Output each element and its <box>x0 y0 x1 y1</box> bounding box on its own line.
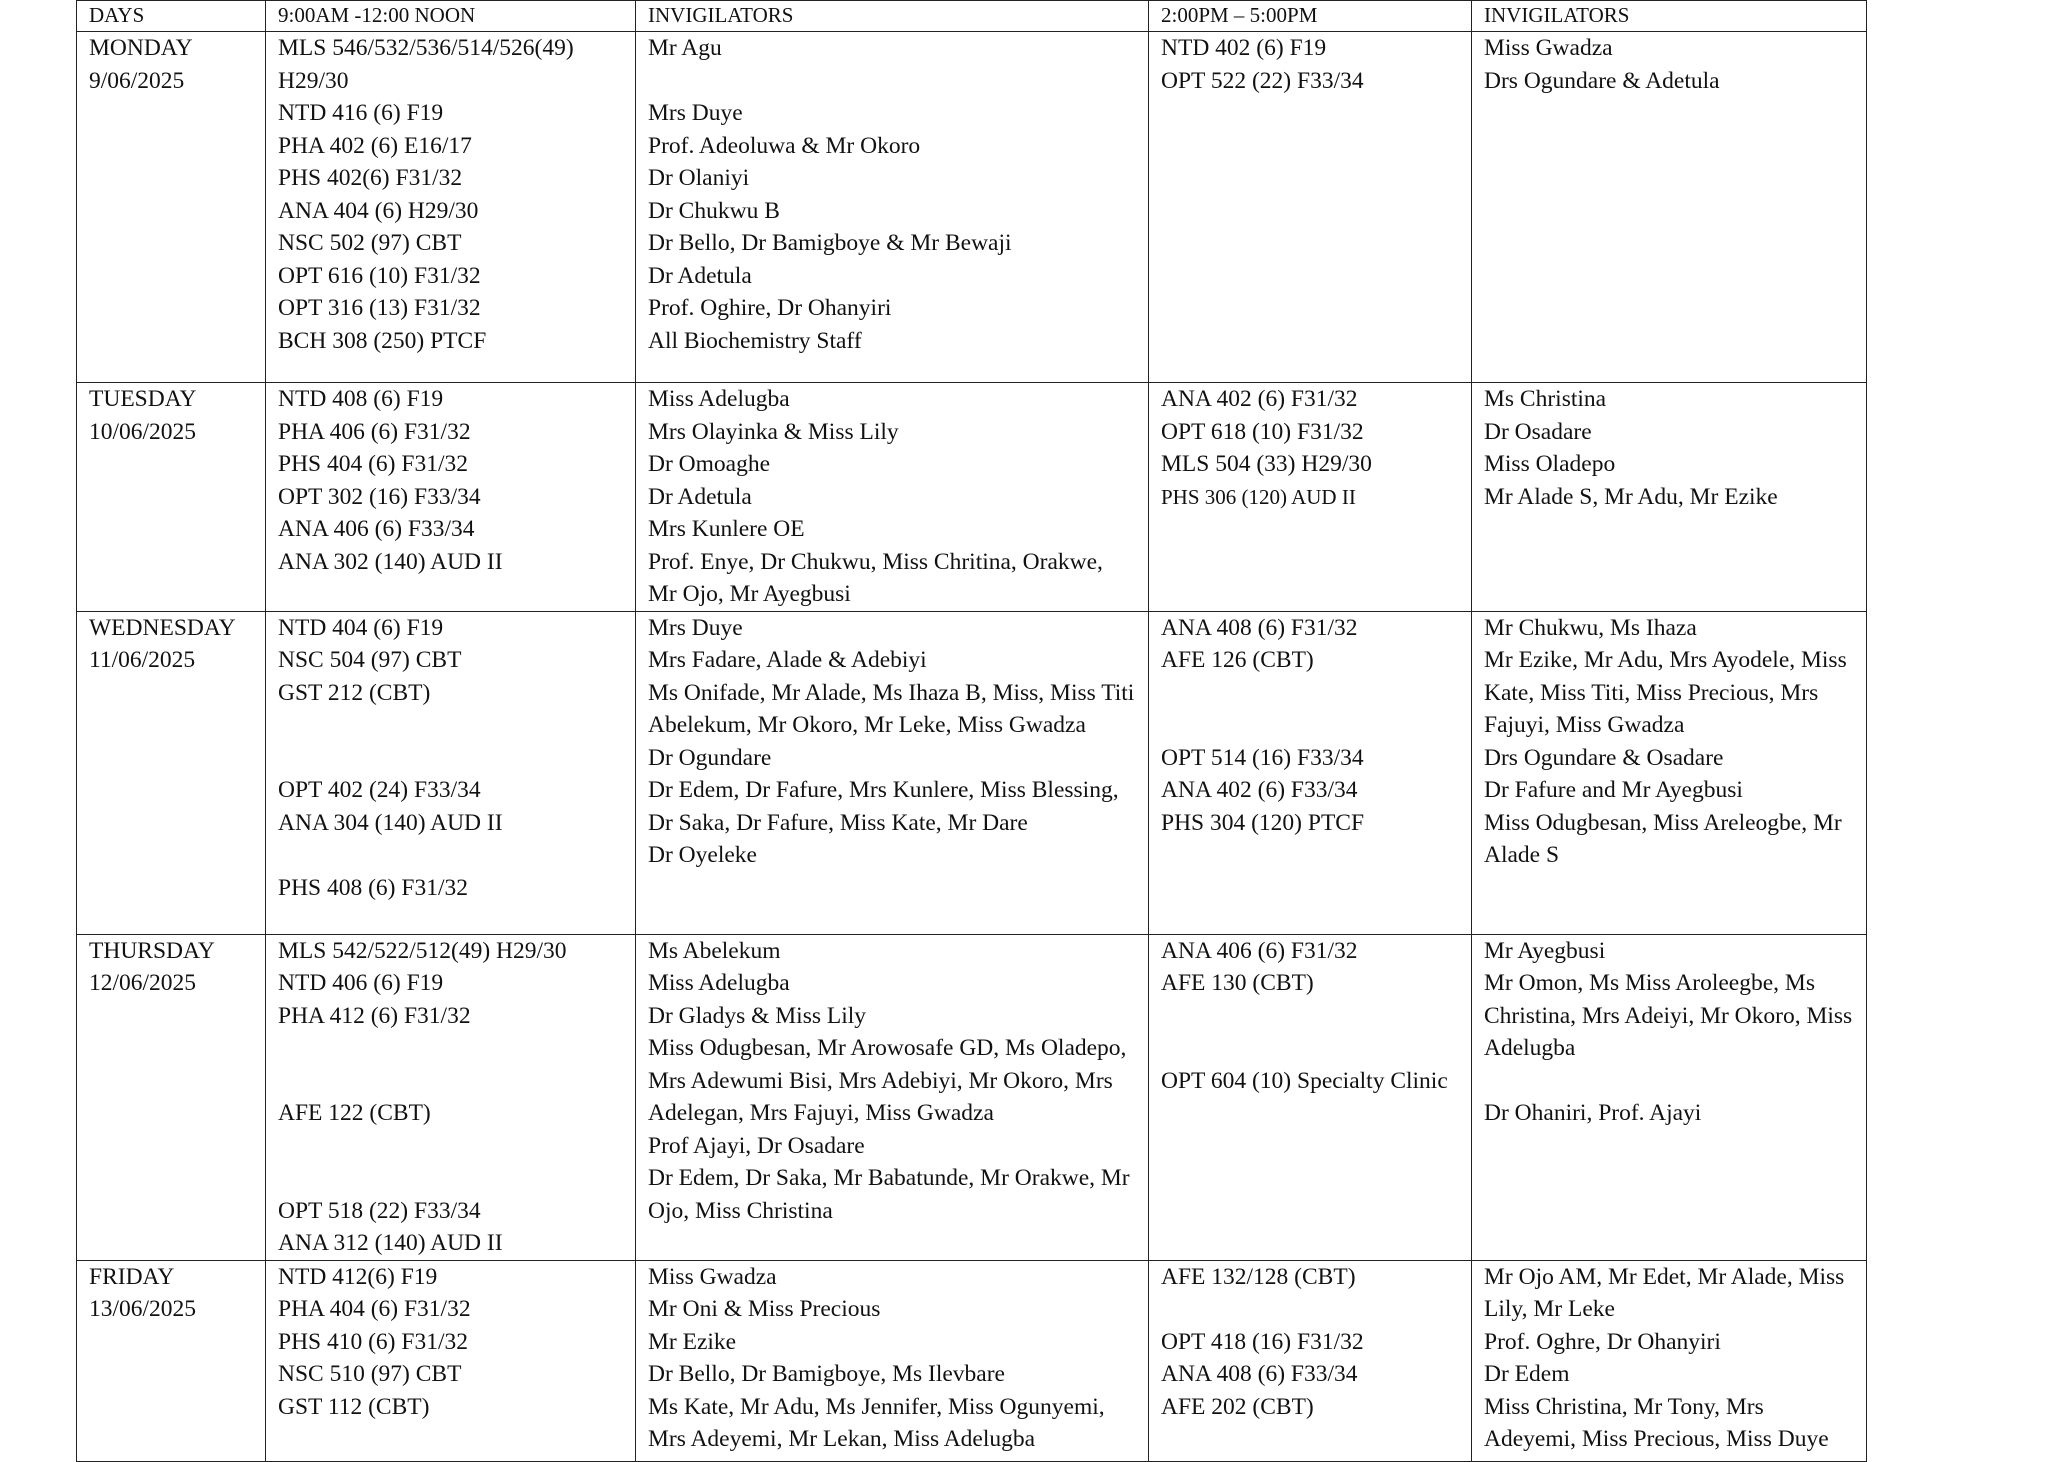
morning-invigilator: Dr Omoaghe <box>648 451 771 477</box>
afternoon-invigilators-cell <box>1472 611 1867 934</box>
morning-course <box>278 742 623 775</box>
afternoon-invigilator: Prof. Oghre, Dr Ohanyiri <box>1484 1328 1721 1355</box>
morning-invigilator: Dr Bello, Dr Bamigboye, Ms Ilevbare <box>648 1361 1005 1387</box>
afternoon-invigilator: Mr Chukwu, Ms Ihaza <box>1484 614 1697 641</box>
afternoon-course: NTD 402 (6) F19 <box>1161 35 1327 61</box>
afternoon-course: OPT 618 (10) F31/32 <box>1161 418 1364 445</box>
afternoon-invigilator: Drs Ogundare & Osadare <box>1484 744 1724 771</box>
afternoon-invigilator: Mr Omon, Ms Miss Aroleegbe, Ms Christina, Mrs Adeiyi, Mr Okoro, Miss Adelugba <box>1484 970 1853 1061</box>
morning-invigilators-cell <box>636 383 1149 612</box>
morning-invigilator: Miss Gwadza <box>648 1263 777 1290</box>
afternoon-course: ANA 408 (6) F33/34 <box>1161 1361 1358 1387</box>
afternoon-course <box>1161 1032 1459 1065</box>
afternoon-invigilators-cell <box>1472 1260 1867 1461</box>
morning-course: OPT 316 (13) F31/32 <box>278 295 481 321</box>
day-date: 10/06/2025 <box>89 418 197 445</box>
day-row-tuesday <box>77 383 1867 612</box>
afternoon-invigilator: Dr Osadare <box>1484 418 1592 445</box>
afternoon-invigilator: Miss Odugbesan, Miss Areleogbe, Mr Alade S <box>1484 809 1842 868</box>
day-row-friday <box>77 1260 1867 1461</box>
afternoon-invigilator: Dr Ohaniri, Prof. Ajayi <box>1484 1100 1702 1126</box>
morning-course: ANA 406 (6) F33/34 <box>278 516 475 542</box>
morning-course: PHS 408 (6) F31/32 <box>278 874 468 901</box>
day-name: TUESDAY <box>89 386 197 412</box>
day-date: 9/06/2025 <box>89 67 185 94</box>
afternoon-invigilators-cell <box>1472 383 1867 612</box>
morning-invigilator: Dr Edem, Dr Fafure, Mrs Kunlere, Miss Blessing, Dr Saka, Dr Fafure, Miss Kate, Mr Dare <box>648 777 1119 836</box>
morning-invigilator: Miss Odugbesan, Mr Arowosafe GD, Ms Oladepo, Mrs Adewumi Bisi, Mrs Adebiyi, Mr Okoro, Mrs Adelegan, Mrs Fajuyi, Miss Gwadza <box>648 1035 1127 1126</box>
morning-invigilator: Ms Onifade, Mr Alade, Ms Ihaza B, Miss, Miss Titi Abelekum, Mr Okoro, Mr Leke, Miss Gwadza <box>648 679 1135 738</box>
morning-course: AFE 122 (CBT) <box>278 1100 431 1126</box>
afternoon-invigilator: Ms Christina <box>1484 386 1607 412</box>
morning-invigilator: Ms Abelekum <box>648 937 781 964</box>
afternoon-courses-cell <box>1149 611 1472 934</box>
morning-course: NSC 504 (97) CBT <box>278 647 462 673</box>
morning-course: ANA 312 (140) AUD II <box>278 1230 503 1256</box>
day-date: 13/06/2025 <box>89 1296 197 1322</box>
morning-invigilator: Mrs Olayinka & Miss Lily <box>648 418 899 445</box>
morning-invigilator <box>648 65 1136 98</box>
morning-courses-cell <box>266 934 636 1260</box>
morning-invigilator: Miss Adelugba <box>648 386 790 412</box>
morning-invigilator: Dr Ogundare <box>648 744 772 771</box>
morning-invigilator: Prof. Enye, Dr Chukwu, Miss Chritina, Orakwe, Mr Ojo, Mr Ayegbusi <box>648 548 1103 607</box>
morning-invigilators-cell <box>636 1260 1149 1461</box>
morning-course: PHS 410 (6) F31/32 <box>278 1328 468 1355</box>
morning-courses-cell <box>266 383 636 612</box>
afternoon-course: ANA 406 (6) F31/32 <box>1161 937 1358 964</box>
morning-course: GST 212 (CBT) <box>278 679 431 706</box>
morning-invigilator: Dr Adetula <box>648 262 752 289</box>
afternoon-course: OPT 418 (16) F31/32 <box>1161 1328 1364 1355</box>
afternoon-course: AFE 126 (CBT) <box>1161 647 1314 673</box>
morning-invigilators-cell <box>636 32 1149 383</box>
morning-courses-cell <box>266 611 636 934</box>
day-name: WEDNESDAY <box>89 614 236 641</box>
header-row <box>77 1 1867 32</box>
morning-course: PHA 404 (6) F31/32 <box>278 1296 471 1322</box>
afternoon-invigilator: Mr Ezike, Mr Adu, Mrs Ayodele, Miss Kate, Miss Titi, Miss Precious, Mrs Fajuyi, Miss Gwadza <box>1484 647 1847 738</box>
morning-course: NTD 416 (6) F19 <box>278 100 444 126</box>
afternoon-courses-cell <box>1149 383 1472 612</box>
afternoon-course: ANA 402 (6) F31/32 <box>1161 386 1358 412</box>
morning-invigilator: Dr Chukwu B <box>648 197 780 224</box>
day-date: 12/06/2025 <box>89 970 197 996</box>
day-cell <box>77 934 266 1260</box>
afternoon-invigilator: Mr Ayegbusi <box>1484 937 1606 964</box>
afternoon-courses-cell <box>1149 32 1472 383</box>
morning-courses-cell <box>266 32 636 383</box>
day-cell <box>77 383 266 612</box>
morning-course: OPT 302 (16) F33/34 <box>278 483 481 510</box>
morning-course <box>278 839 623 872</box>
afternoon-invigilators-cell <box>1472 934 1867 1260</box>
morning-course: PHA 402 (6) E16/17 <box>278 132 472 159</box>
day-row-thursday <box>77 934 1867 1260</box>
morning-course: PHA 412 (6) F31/32 <box>278 1002 471 1029</box>
afternoon-course <box>1161 709 1459 742</box>
day-name: MONDAY <box>89 35 193 61</box>
morning-invigilator: Prof. Oghire, Dr Ohanyiri <box>648 295 892 321</box>
afternoon-invigilator: Miss Christina, Mr Tony, Mrs Adeyemi, Miss Precious, Miss Duye <box>1484 1393 1829 1452</box>
morning-course: ANA 304 (140) AUD II <box>278 809 503 836</box>
afternoon-course: AFE 130 (CBT) <box>1161 970 1314 996</box>
afternoon-invigilator: Miss Gwadza <box>1484 35 1613 61</box>
morning-course <box>278 1065 623 1098</box>
morning-course: H29/30 <box>278 67 349 94</box>
morning-course: GST 112 (CBT) <box>278 1393 430 1420</box>
morning-invigilator: Mr Oni & Miss Precious <box>648 1296 881 1322</box>
header-days: DAYS <box>77 1 266 32</box>
morning-course: PHS 402(6) F31/32 <box>278 165 463 191</box>
morning-course: OPT 616 (10) F31/32 <box>278 262 481 289</box>
afternoon-course: PHS 306 (120) AUD II <box>1161 484 1356 509</box>
morning-course <box>278 1130 623 1163</box>
header-afternoon-session: 2:00PM – 5:00PM <box>1149 1 1472 32</box>
afternoon-course: PHS 304 (120) PTCF <box>1161 809 1365 836</box>
day-cell <box>77 611 266 934</box>
morning-course: ANA 404 (6) H29/30 <box>278 197 479 224</box>
afternoon-course: ANA 408 (6) F31/32 <box>1161 614 1358 641</box>
header-morning-invigilators: INVIGILATORS <box>636 1 1149 32</box>
morning-invigilator: Prof. Adeoluwa & Mr Okoro <box>648 132 921 159</box>
morning-course: BCH 308 (250) PTCF <box>278 327 487 354</box>
morning-invigilator: Dr Bello, Dr Bamigboye & Mr Bewaji <box>648 230 1012 256</box>
morning-course: NTD 406 (6) F19 <box>278 970 444 996</box>
afternoon-invigilator <box>1484 1065 1854 1098</box>
afternoon-course <box>1161 677 1459 710</box>
day-row-wednesday <box>77 611 1867 934</box>
morning-invigilator: Dr Oyeleke <box>648 842 757 868</box>
morning-invigilator: All Biochemistry Staff <box>648 327 862 354</box>
morning-course <box>278 1032 623 1065</box>
morning-invigilator: Dr Gladys & Miss Lily <box>648 1002 867 1029</box>
morning-invigilator: Miss Adelugba <box>648 970 790 996</box>
morning-course: NSC 502 (97) CBT <box>278 230 462 256</box>
afternoon-courses-cell <box>1149 1260 1472 1461</box>
morning-invigilators-cell <box>636 934 1149 1260</box>
morning-course: PHA 406 (6) F31/32 <box>278 418 471 445</box>
day-cell <box>77 1260 266 1461</box>
morning-invigilator: Dr Olaniyi <box>648 165 750 191</box>
morning-invigilator: Mr Agu <box>648 35 722 61</box>
afternoon-course: OPT 514 (16) F33/34 <box>1161 744 1364 771</box>
afternoon-course <box>1161 1293 1459 1326</box>
morning-invigilator: Ms Kate, Mr Adu, Ms Jennifer, Miss Ogunyemi, Mrs Adeyemi, Mr Lekan, Miss Adelugba <box>648 1393 1105 1452</box>
morning-courses-cell <box>266 1260 636 1461</box>
morning-invigilator: Mrs Fadare, Alade & Adebiyi <box>648 647 927 673</box>
afternoon-invigilator: Miss Oladepo <box>1484 451 1616 477</box>
morning-course: OPT 402 (24) F33/34 <box>278 777 481 803</box>
morning-course: MLS 542/522/512(49) H29/30 <box>278 937 567 964</box>
morning-invigilator: Mrs Kunlere OE <box>648 516 805 542</box>
morning-course: OPT 518 (22) F33/34 <box>278 1197 481 1224</box>
day-name: FRIDAY <box>89 1263 175 1290</box>
afternoon-course: OPT 604 (10) Specialty Clinic <box>1161 1067 1448 1094</box>
day-cell <box>77 32 266 383</box>
afternoon-courses-cell <box>1149 934 1472 1260</box>
afternoon-invigilator: Dr Edem <box>1484 1361 1570 1387</box>
morning-invigilator: Mrs Duye <box>648 100 743 126</box>
morning-course: NSC 510 (97) CBT <box>278 1361 462 1387</box>
morning-invigilator: Mr Ezike <box>648 1328 737 1355</box>
morning-invigilator: Dr Adetula <box>648 483 752 510</box>
header-morning-session: 9:00AM -12:00 NOON <box>266 1 636 32</box>
header-afternoon-invigilators: INVIGILATORS <box>1472 1 1867 32</box>
morning-course: NTD 404 (6) F19 <box>278 614 444 641</box>
afternoon-course: MLS 504 (33) H29/30 <box>1161 451 1372 477</box>
afternoon-course: OPT 522 (22) F33/34 <box>1161 67 1364 94</box>
afternoon-invigilator: Drs Ogundare & Adetula <box>1484 67 1720 94</box>
morning-invigilators-cell <box>636 611 1149 934</box>
morning-course: NTD 408 (6) F19 <box>278 386 444 412</box>
morning-course <box>278 1162 623 1195</box>
morning-course: ANA 302 (140) AUD II <box>278 548 503 575</box>
afternoon-invigilator: Dr Fafure and Mr Ayegbusi <box>1484 777 1743 803</box>
day-row-monday <box>77 32 1867 383</box>
morning-course <box>278 709 623 742</box>
afternoon-invigilators-cell <box>1472 32 1867 383</box>
exam-schedule-table <box>76 0 1867 1462</box>
afternoon-invigilator: Mr Ojo AM, Mr Edet, Mr Alade, Miss Lily, Mr Leke <box>1484 1263 1845 1322</box>
afternoon-invigilator: Mr Alade S, Mr Adu, Mr Ezike <box>1484 483 1778 510</box>
morning-course: NTD 412(6) F19 <box>278 1263 438 1290</box>
afternoon-course: ANA 402 (6) F33/34 <box>1161 777 1358 803</box>
morning-course: PHS 404 (6) F31/32 <box>278 451 468 477</box>
afternoon-course: AFE 202 (CBT) <box>1161 1393 1314 1420</box>
morning-course: MLS 546/532/536/514/526(49) <box>278 35 574 61</box>
afternoon-course: AFE 132/128 (CBT) <box>1161 1263 1356 1290</box>
morning-invigilator: Dr Edem, Dr Saka, Mr Babatunde, Mr Orakwe, Mr Ojo, Miss Christina <box>648 1165 1130 1224</box>
day-date: 11/06/2025 <box>89 647 196 673</box>
afternoon-course <box>1161 1000 1459 1033</box>
morning-invigilator: Mrs Duye <box>648 614 743 641</box>
day-name: THURSDAY <box>89 937 215 964</box>
morning-invigilator: Prof Ajayi, Dr Osadare <box>648 1132 865 1159</box>
